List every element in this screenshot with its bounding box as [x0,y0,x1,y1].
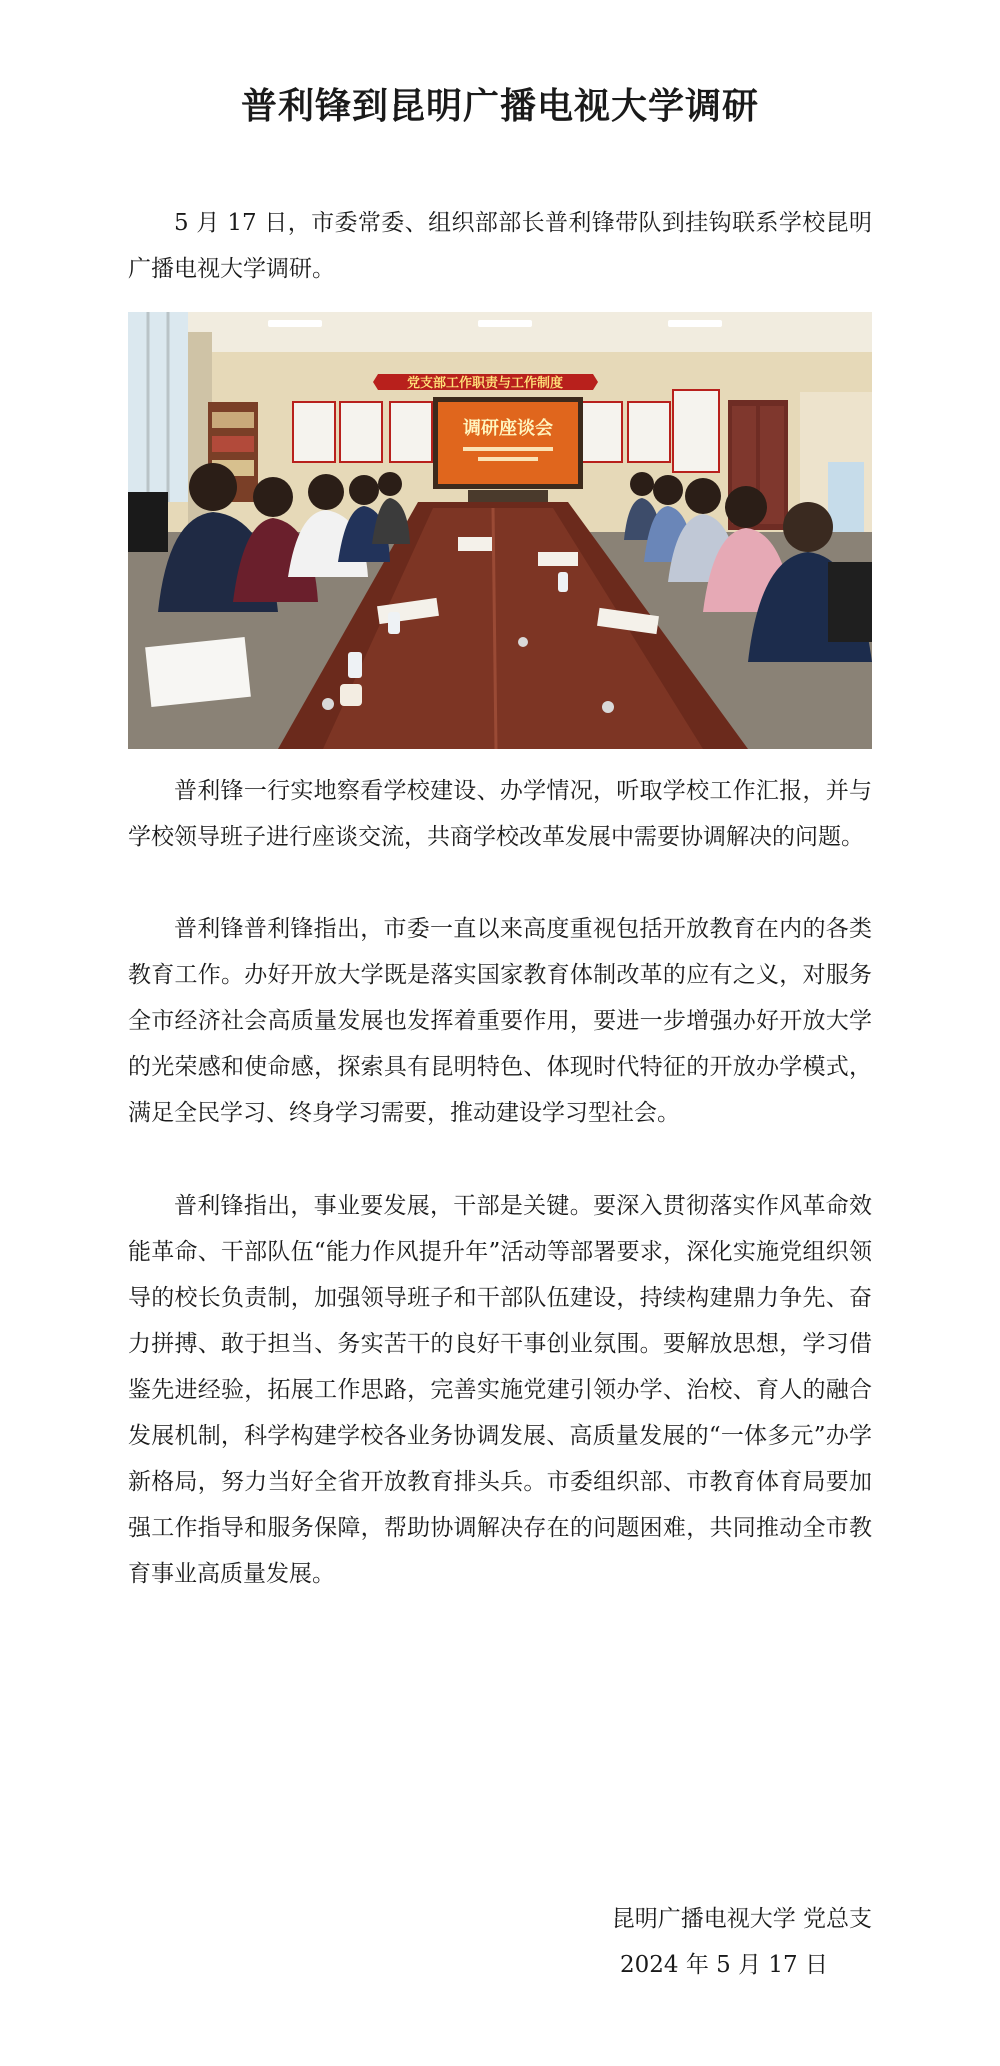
banner-text: 党支部工作职责与工作制度 [406,376,564,391]
screen-title: 调研座谈会 [463,418,553,439]
paragraph-visit: 普利锋一行实地察看学校建设、办学情况，听取学校工作汇报，并与学校领导班子进行座谈交流，共商学校改革发展中需要协调解决的问题。 [128,778,872,850]
signature-block [472,1896,872,1988]
signature-date: 2024 年 5 月 17 日 [620,1952,828,1978]
paragraph-remarks-2: 普利锋指出，事业要发展，干部是关键。要深入贯彻落实作风革命效能革命、干部队伍“能力作风提升年”活动等部署要求，深化实施党组织领导的校长负责制，加强领导班子和干部队伍建设，持续构建鼎力争先、奋力拼搏、敢于担当、务实苦干的良好干事创业氛围。要解放思想，学习借鉴先进经验，拓展工作思路，完善实施党建引领办学、治校、育人的融合发展机制，科学构建学校各业务协调发展、高质量发展的“一体多元”办学新格局，努力当好全省开放教育排头兵。市委组织部、市教育体育局要加强工作指导和服务保障，帮助协调解决存在的问题困难，共同推动全市教育事业高质量发展。 [128,1193,872,1587]
signature-org: 昆明广播电视大学 党总支 [611,1906,872,1932]
meeting-photo [128,312,872,749]
article-title: 普利锋到昆明广播电视大学调研 [240,86,759,127]
paragraph-intro: 5 月 17 日，市委常委、组织部部长普利锋带队到挂钩联系学校昆明广播电视大学调研。 [128,210,872,282]
paragraph-remarks-1: 普利锋普利锋指出，市委一直以来高度重视包括开放教育在内的各类教育工作。办好开放大学既是落实国家教育体制改革的应有之义，对服务全市经济社会高质量发展也发挥着重要作用，要进一步增强办好开放大学的光荣感和使命感，探索具有昆明特色、体现时代特征的开放办学模式，满足全民学习、终身学习需要，推动建设学习型社会。 [128,916,872,1126]
meeting-photo-graphic [128,312,872,749]
